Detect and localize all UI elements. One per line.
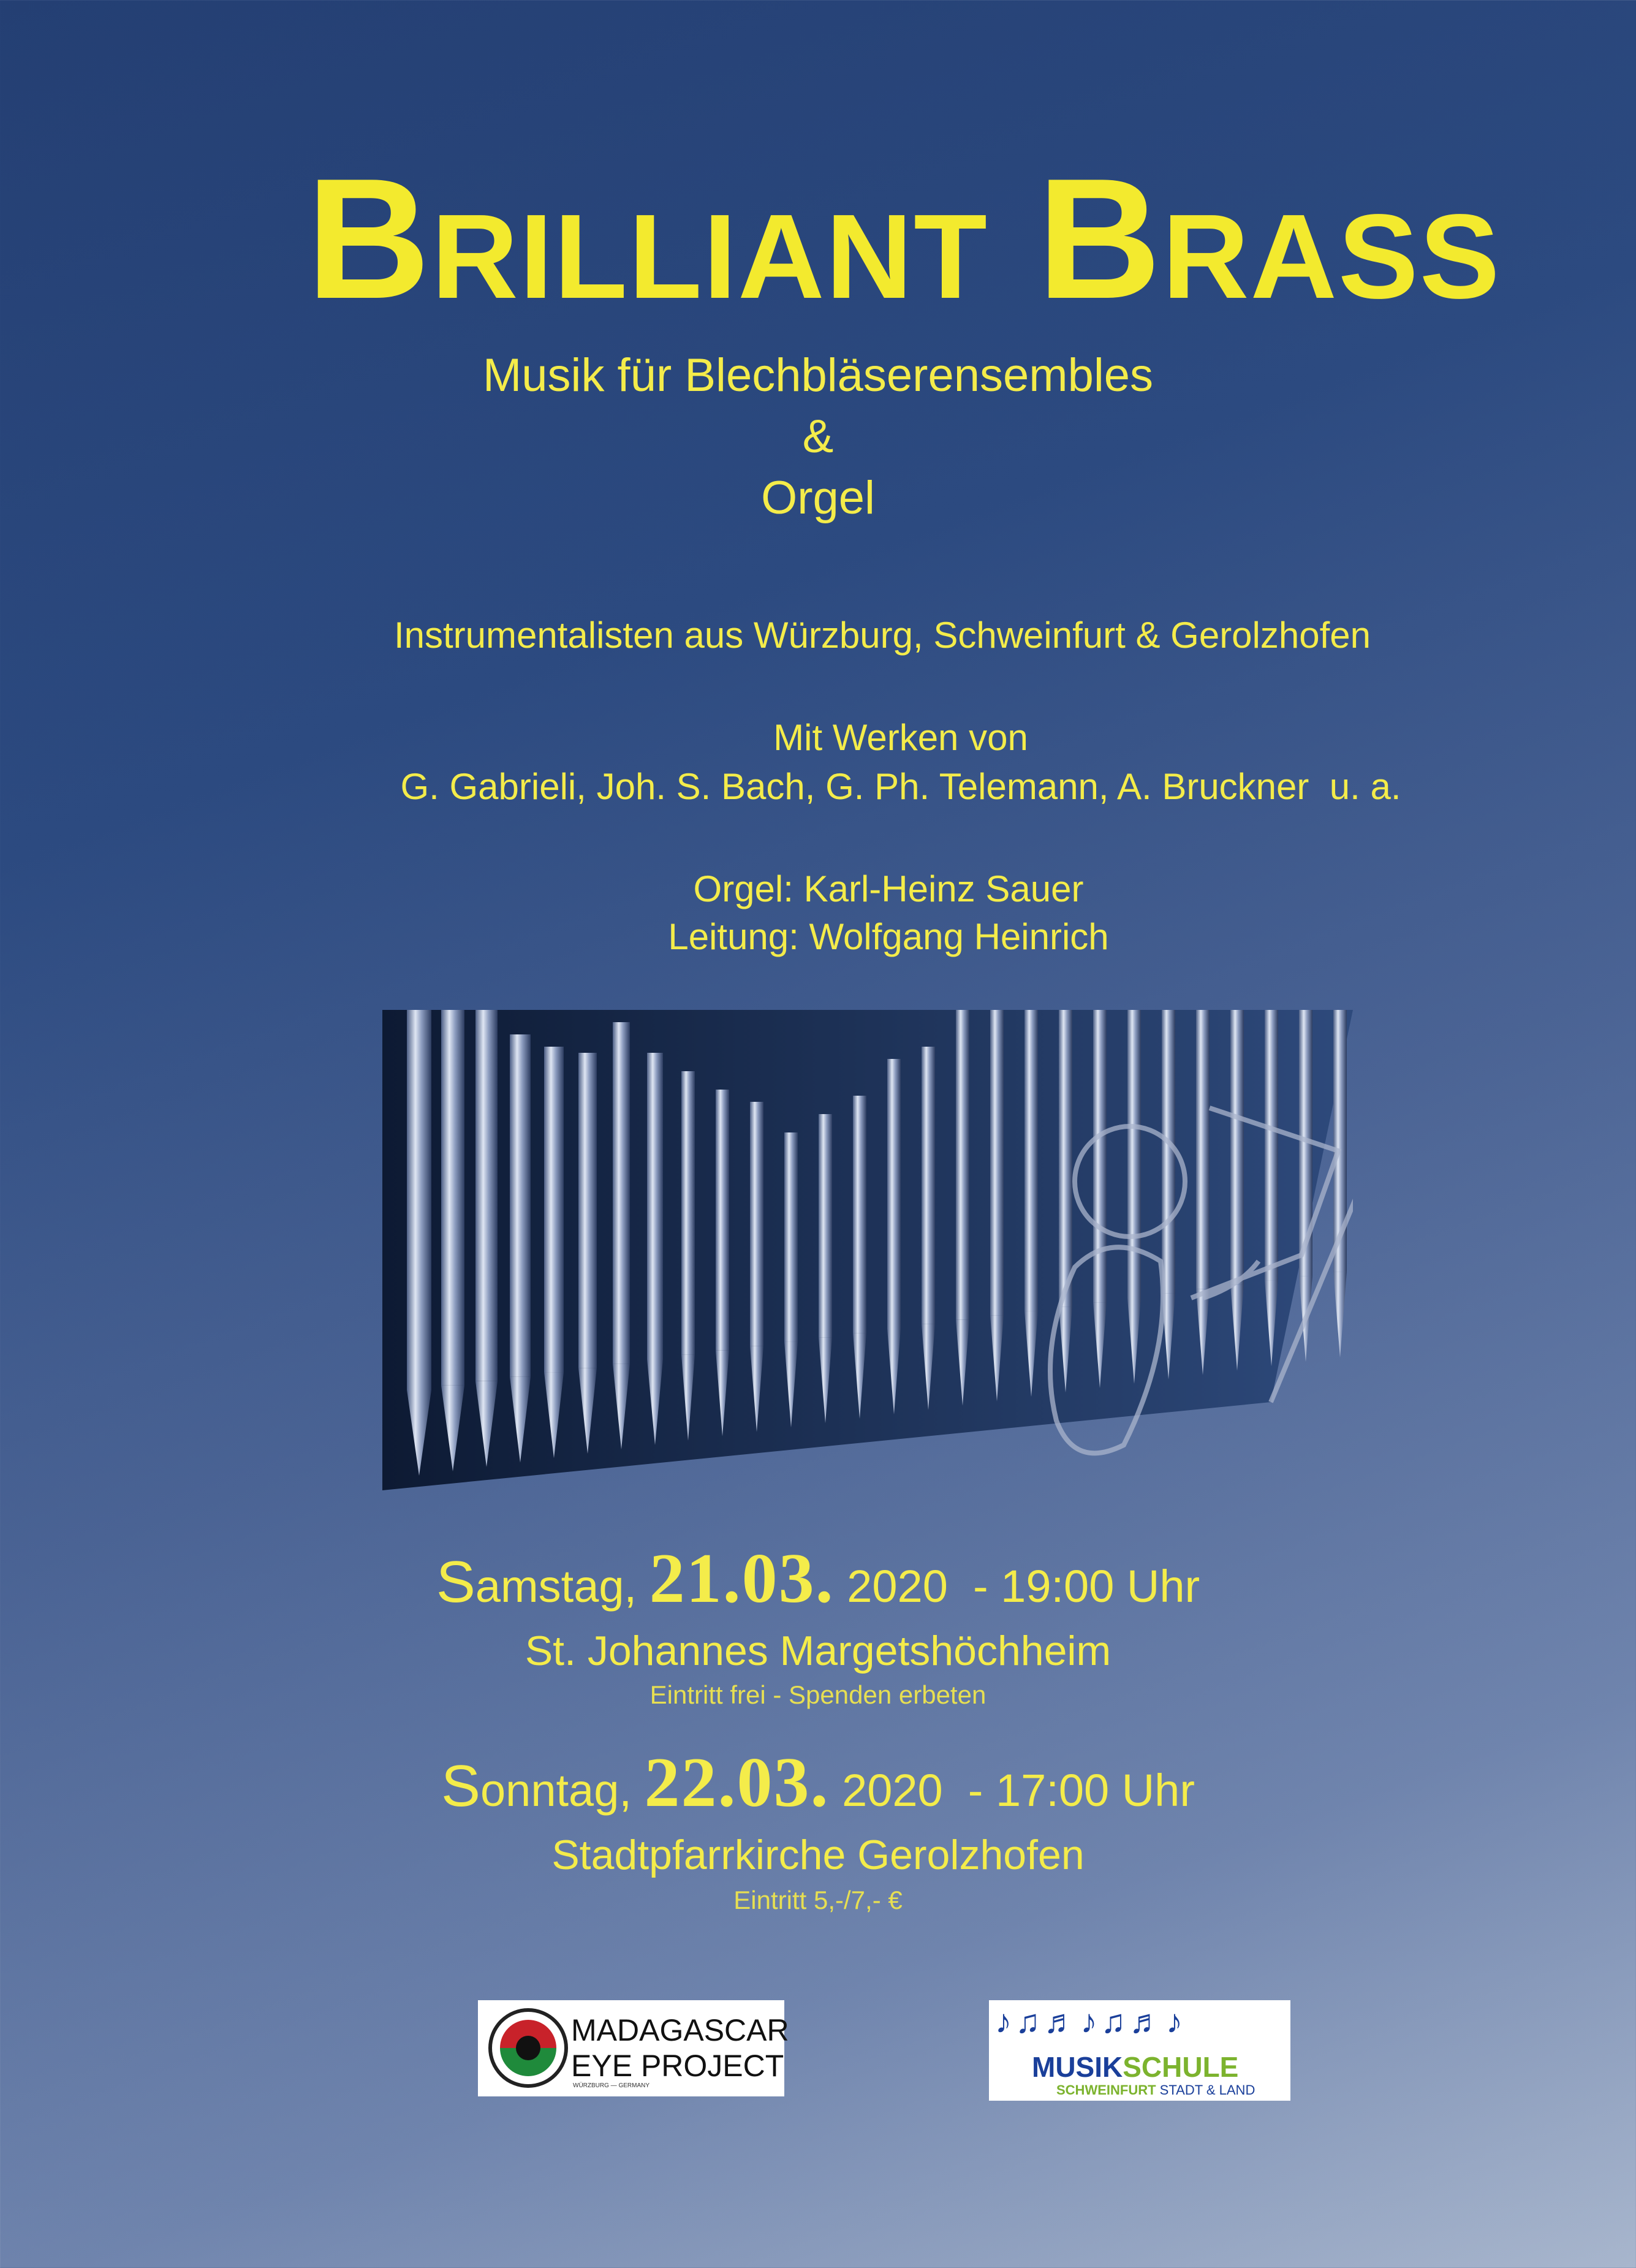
organ-pipe [887,1059,901,1329]
poster-title: Brilliant Brass [306,143,1501,335]
eye-logo-icon [485,2005,571,2091]
organ-pipe [1162,1010,1175,1294]
organ-pipe [1196,1010,1210,1289]
organ-pipe-foot [1333,1272,1347,1357]
organ-pipe [784,1132,798,1341]
madagascar-eye-project-logo [478,2000,789,2096]
musikschule-logo [989,2000,1290,2101]
concert-2-day: onntag, [480,1765,632,1816]
organ-pipe [1127,1010,1141,1298]
organ-pipe [922,1047,935,1324]
madagascar-logo-line-2: EYE PROJECT [571,2049,784,2083]
concert-1-note: Eintritt frei - Spenden erbeten [649,1680,987,1709]
organ-pipe [647,1053,663,1359]
music-notes-icon: ♪♫♬♪♫♬♪ [995,2003,1186,2040]
concert-1-day: amstag, [475,1561,637,1612]
organ-pipe [716,1090,729,1351]
conductor-credit: Leitung: Wolfgang Heinrich [668,916,1109,957]
organ-pipe [990,1010,1004,1316]
musikschule-word-1: MUSIK [1032,2051,1123,2083]
organ-pipe [681,1071,695,1355]
organ-pipe [1265,1010,1278,1280]
organ-pipe [1230,1010,1244,1285]
organ-pipe [750,1102,763,1346]
organ-pipe [1059,1010,1072,1307]
subtitle-line-1: Musik für Blechbläserensembles [482,349,1154,401]
organ-pipe [1093,1010,1107,1302]
organ-pipes-illustration [382,1010,1353,1490]
concert-2-year-time: 2020 - 17:00 Uhr [842,1765,1195,1816]
organ-pipe [819,1114,832,1337]
musikschule-word-2: SCHULE [1123,2051,1239,2083]
concert-2-note: Eintritt 5,-/7,- € [733,1886,903,1914]
organ-pipe [853,1096,866,1333]
organ-pipe [407,1010,431,1390]
performers-line: Instrumentalisten aus Würzburg, Schweinfurt & Gerolzhofen [393,615,1371,656]
musikschule-wordmark [1032,2050,1238,2084]
organ-pipe [441,1010,464,1386]
concert-2-day-initial: S [441,1753,481,1819]
composers-line: G. Gabrieli, Joh. S. Bach, G. Ph. Telemann, A. Bruckner u. a. [400,766,1401,807]
concert-1-venue: St. Johannes Margetshöchheim [525,1628,1111,1674]
works-intro: Mit Werken von [773,717,1028,758]
organ-pipe [1024,1010,1038,1311]
concert-1-date-line [0,1538,1636,1620]
madagascar-logo-line-1: MADAGASCAR [571,2013,789,2047]
organ-pipe [956,1010,969,1320]
concert-2-date: 22.03. [644,1743,830,1822]
subtitle-line-3: Orgel [761,472,875,524]
concert-1-day-initial: S [436,1549,475,1615]
concert-1-date: 21.03. [649,1539,835,1618]
concert-2-date-line [0,1742,1636,1824]
organ-pipe [544,1047,564,1372]
organist-credit: Orgel: Karl-Heinz Sauer [693,868,1084,909]
subtitle-ampersand: & [802,411,834,463]
musikschule-subline-b: STADT & LAND [1159,2082,1255,2098]
concert-2-venue: Stadtpfarrkirche Gerolzhofen [551,1832,1085,1878]
organ-pipe [510,1034,531,1377]
concert-1-year-time: 2020 - 19:00 Uhr [847,1561,1200,1612]
musikschule-subline [1056,2082,1255,2098]
musikschule-subline-a: SCHWEINFURT [1056,2082,1156,2098]
organ-pipe [613,1022,630,1363]
organ-pipe [475,1010,498,1381]
organ-pipe [578,1053,597,1368]
madagascar-logo-line-3: WÜRZBURG — GERMANY [573,2082,649,2089]
